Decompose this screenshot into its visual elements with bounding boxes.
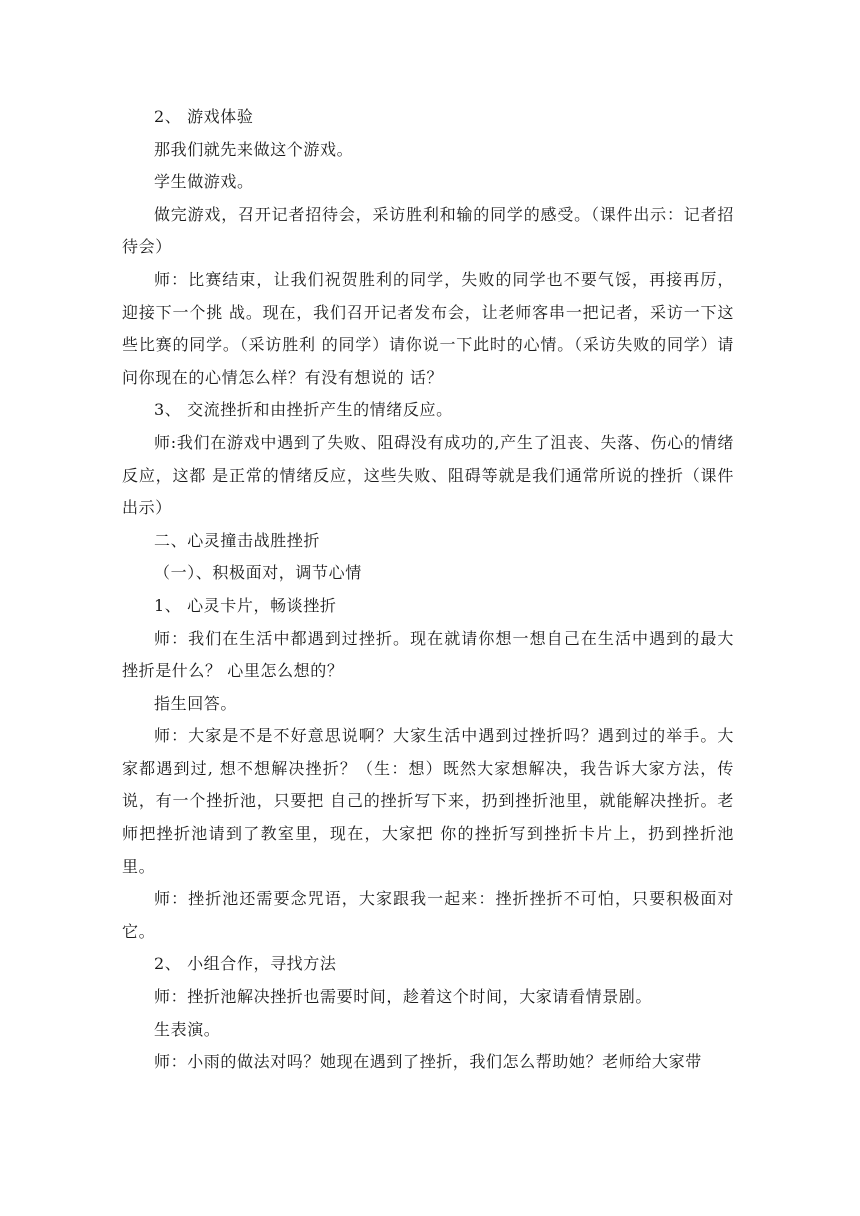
paragraph: 师：挫折池还需要念咒语，大家跟我一起来：挫折挫折不可怕，只要积极面对它。 [122, 889, 734, 941]
paragraph: 学生做游戏。 [154, 172, 254, 192]
paragraph: 生表演。 [154, 1019, 221, 1039]
paragraph: 师:我们在游戏中遇到了失败、阻碍没有成功的,产生了沮丧、失落、伤心的情绪反应，这都 是正常的情绪反应，这些失败、阻碍等就是我们通常所说的挫折（课件出示） [122, 432, 734, 518]
paragraph: 那我们就先来做这个游戏。 [154, 139, 354, 159]
paragraph: 师：比赛结束，让我们祝贺胜利的同学，失败的同学也不要气馁，再接再厉，迎接下一个挑 战。现在，我们召开记者发布会，让老师客串一把记者，采访一下这些比赛的同学。（采访胜利 的同学）请你说一下此时的心情。（采访失败的同学）请问你现在的心情怎么样？有没有想说的 话？ [122, 269, 734, 387]
section-heading-game-experience: 2、 游戏体验 [154, 107, 254, 126]
subsection-heading: （一）、积极面对，调节心情 [154, 563, 362, 583]
section-heading-heart-impact: 二、心灵撞击战胜挫折 [154, 530, 321, 550]
paragraph: 师：挫折池解决挫折也需要时间，趁着这个时间，大家请看情景剧。 [154, 987, 653, 1007]
section-heading-group-cooperation: 2、 小组合作，寻找方法 [154, 954, 337, 974]
paragraph: 师：我们在生活中都遇到过挫折。现在就请你想一想自己在生活中遇到的最大挫折是什么？ 心里怎么想的？ [122, 628, 734, 681]
paragraph: 师：小雨的做法对吗？她现在遇到了挫折，我们怎么帮助她？老师给大家带 [154, 1052, 702, 1072]
section-heading-heart-card: 1、 心灵卡片，畅谈挫折 [154, 595, 337, 615]
document-body [122, 101, 734, 1079]
paragraph: 师：大家是不是不好意思说啊？大家生活中遇到过挫折吗？遇到过的举手。大家都遇到过, 想不想解决挫折？（生：想）既然大家想解决，我告诉大家方法，传说，有一个挫折池，只要把 自己的挫折写下来，扔到挫折池里，就能解决挫折。老师把挫折池请到了教室里，现在，大家把 你的挫折写到挫折卡片上，扔到挫折池里。 [122, 726, 734, 876]
section-heading-frustration-exchange: 3、 交流挫折和由挫折产生的情绪反应。 [154, 400, 453, 420]
paragraph: 做完游戏，召开记者招待会，采访胜利和输的同学的感受。（课件出示：记者招待会） [122, 204, 734, 257]
paragraph: 指生回答。 [154, 693, 238, 713]
